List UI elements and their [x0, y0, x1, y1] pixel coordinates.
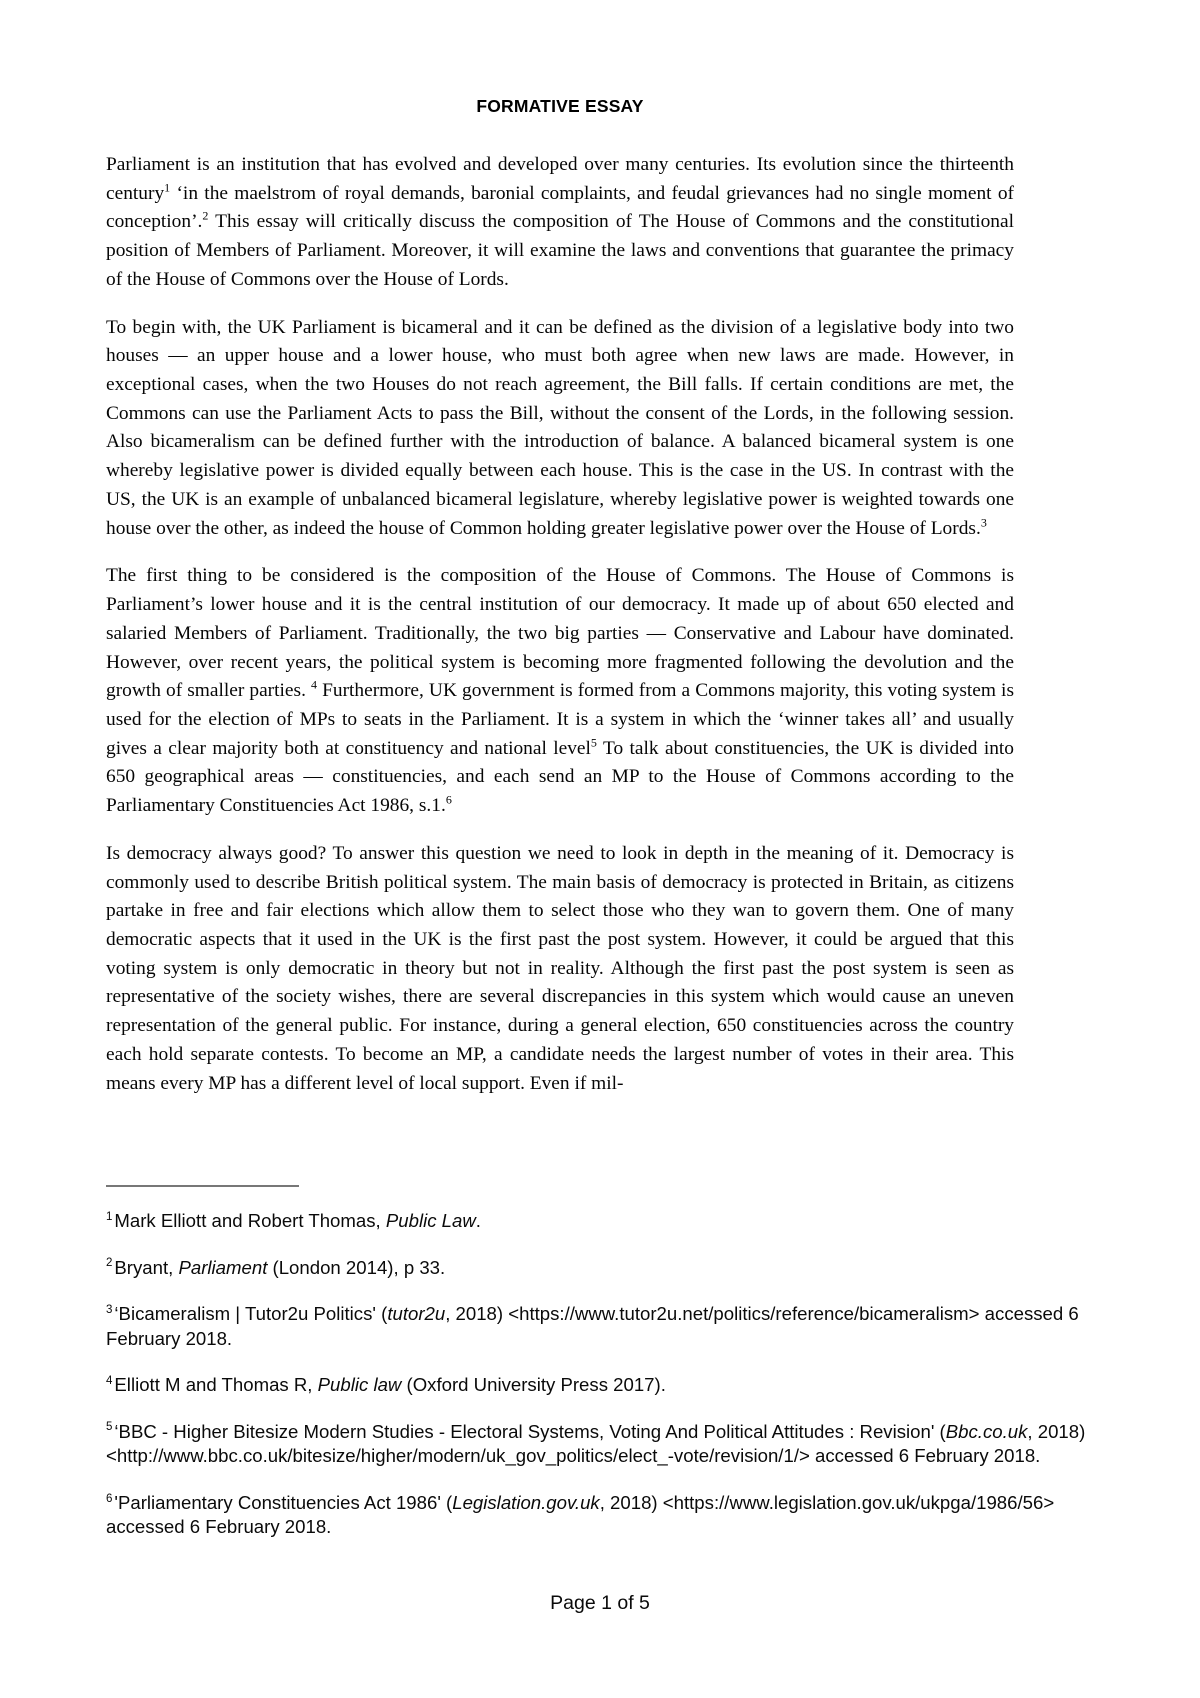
footnote-item: [106, 1420, 1114, 1469]
footnote-text: .: [475, 1210, 481, 1231]
footnote-title-italic: Legislation.gov.uk: [452, 1491, 600, 1513]
footnote-number: 1: [106, 1210, 113, 1223]
footnote-text: Elliott M and Thomas R,: [114, 1374, 318, 1396]
page-title: FORMATIVE ESSAY: [476, 96, 644, 116]
footnote-text: ‘BBC - Higher Bitesize Modern Studies - Electoral Systems, Voting And Political Attitudes : Revision' (: [114, 1420, 946, 1442]
footnote-number: 5: [106, 1421, 113, 1434]
footnote-text: , 2018) <https://www.legislation.gov.uk/ukpga/1986/56> accessed 6 February 2018.: [106, 1491, 1055, 1538]
footnote-text: , 2018) <https://www.tutor2u.net/politics/reference/bicameralism> accessed 6 February 2018.: [106, 1303, 1079, 1349]
footnote-text: (Oxford University Press 2017).: [401, 1374, 666, 1396]
footnote-item: [106, 1209, 1114, 1234]
footnote-title-italic: Public Law: [385, 1210, 476, 1231]
footnote-number: 3: [106, 1303, 113, 1316]
page-number-footer: Page 1 of 5: [550, 1592, 650, 1614]
footnote-text: Bryant,: [114, 1256, 179, 1278]
footnote-item: [106, 1491, 1114, 1540]
footnote-title-italic: Bbc.co.uk: [945, 1420, 1028, 1442]
footnote-item: [106, 1256, 1114, 1281]
footnote-separator-rule: [106, 1185, 299, 1187]
footnote-number: 4: [106, 1374, 113, 1387]
footnote-title-italic: Parliament: [178, 1256, 268, 1278]
paragraph-2: [106, 314, 1014, 544]
paragraph-1: [106, 151, 1014, 295]
paragraph-1-text-a: Parliament is an institution that has evolved and developed over many centuries. Its evolution since the thirteenth century: [106, 154, 1014, 204]
footnote-text: , 2018) <http://www.bbc.co.uk/bitesize/higher/modern/uk_gov_politics/elect_-vote/revision/1/> accessed 6 February 2018.: [106, 1420, 1086, 1467]
paragraph-4: [106, 840, 1014, 1098]
paragraph-3-text-a: The first thing to be considered is the composition of the House of Commons. The House of Commons is Parliament’s lower house and it is the central institution of our democracy. It made up of about 650 elected and salaried Members of Parliament. Traditionally, the two big parties — Conservative and Labour have dominated. However, over recent years, the political system is becoming more fragmented following the devolution and the growth of smaller parties.: [106, 565, 1014, 702]
paragraph-3-text-b: Furthermore, UK government is formed from a Commons majority, this voting system is used for the election of MPs to seats in the Parliament. It is a system in which the ‘winner takes all’ and usually gives a clear majority both at constituency and national level: [106, 680, 1014, 759]
paragraph-1-text-b: ‘in the maelstrom of royal demands, baronial complaints, and feudal grievances had no single moment of conception’.: [106, 182, 1014, 233]
footnote-text: ‘Bicameralism | Tutor2u Politics' (: [114, 1303, 388, 1325]
footnote-number: 6: [106, 1492, 113, 1505]
footnote-text: (London 2014), p 33.: [267, 1256, 446, 1278]
footnote-text: 'Parliamentary Constituencies Act 1986' (: [114, 1491, 453, 1513]
footnote-title-italic: Public law: [317, 1374, 402, 1396]
footnote-text: Mark Elliott and Robert Thomas,: [114, 1210, 386, 1231]
paragraph-4-text-a: Is democracy always good? To answer this question we need to look in depth in the meaning of it. Democracy is commonly used to describe British political system. The main basis of democracy is protected in Britain, as citizens partake in free and fair elections which allow them to select those who they wan to govern them. One of many democratic aspects that it used in the UK is the first past the post system. However, it could be argued that this voting system is only democratic in theory but not in reality. Although the first past the post system is seen as representative of the society wishes, there are several discrepancies in this system which would cause an uneven representation of the general public. For instance, during a general election, 650 constituencies across the country each hold separate contests. To become an MP, a candidate needs the largest number of votes in their area. This means every MP has a different level of local support. Even if mil-: [106, 842, 1014, 1094]
footnote-number: 2: [106, 1257, 113, 1270]
footnote-list: [106, 1209, 1114, 1540]
paragraph-3: [106, 562, 1014, 820]
footnote-marker-5: 5: [590, 735, 597, 750]
footnote-marker-2: 2: [202, 208, 209, 223]
footnote-item: [106, 1373, 1114, 1398]
footnote-item: [106, 1302, 1114, 1351]
footnote-title-italic: tutor2u: [387, 1303, 446, 1325]
paragraph-1-text-c: This essay will critically discuss the composition of The House of Commons and the constitutional position of Members of Parliament. Moreover, it will examine the laws and conventions that guarantee the primacy of the House of Commons over the House of Lords.: [106, 211, 1014, 290]
footnote-marker-6: 6: [445, 792, 452, 807]
paragraph-3-text-c: To talk about constituencies, the UK is divided into 650 geographical areas — constituencies, and each send an MP to the House of Commons according to the Parliamentary Constituencies Act 1986, s.1.: [106, 737, 1014, 817]
footnote-marker-4: 4: [311, 677, 318, 692]
footnote-marker-3: 3: [980, 515, 987, 530]
paragraph-2-text-a: To begin with, the UK Parliament is bicameral and it can be defined as the division of a legislative body into two houses — an upper house and a lower house, who must both agree when new laws are made. However, in exceptional cases, when the two Houses do not reach agreement, the Bill falls. If certain conditions are met, the Commons can use the Parliament Acts to pass the Bill, without the consent of the Lords, in the following session. Also bicameralism can be defined further with the introduction of balance. A balanced bicameral system is one whereby legislative power is divided equally between each house. This is the case in the US. In contrast with the US, the UK is an example of unbalanced bicameral legislature, whereby legislative power is weighted towards one house over the other, as indeed the house of Common holding greater legislative power over the House of Lords.: [106, 316, 1014, 539]
footnote-marker-1: 1: [164, 180, 171, 195]
footnotes-section: [106, 1185, 1114, 1562]
document-body: [106, 96, 1014, 1098]
